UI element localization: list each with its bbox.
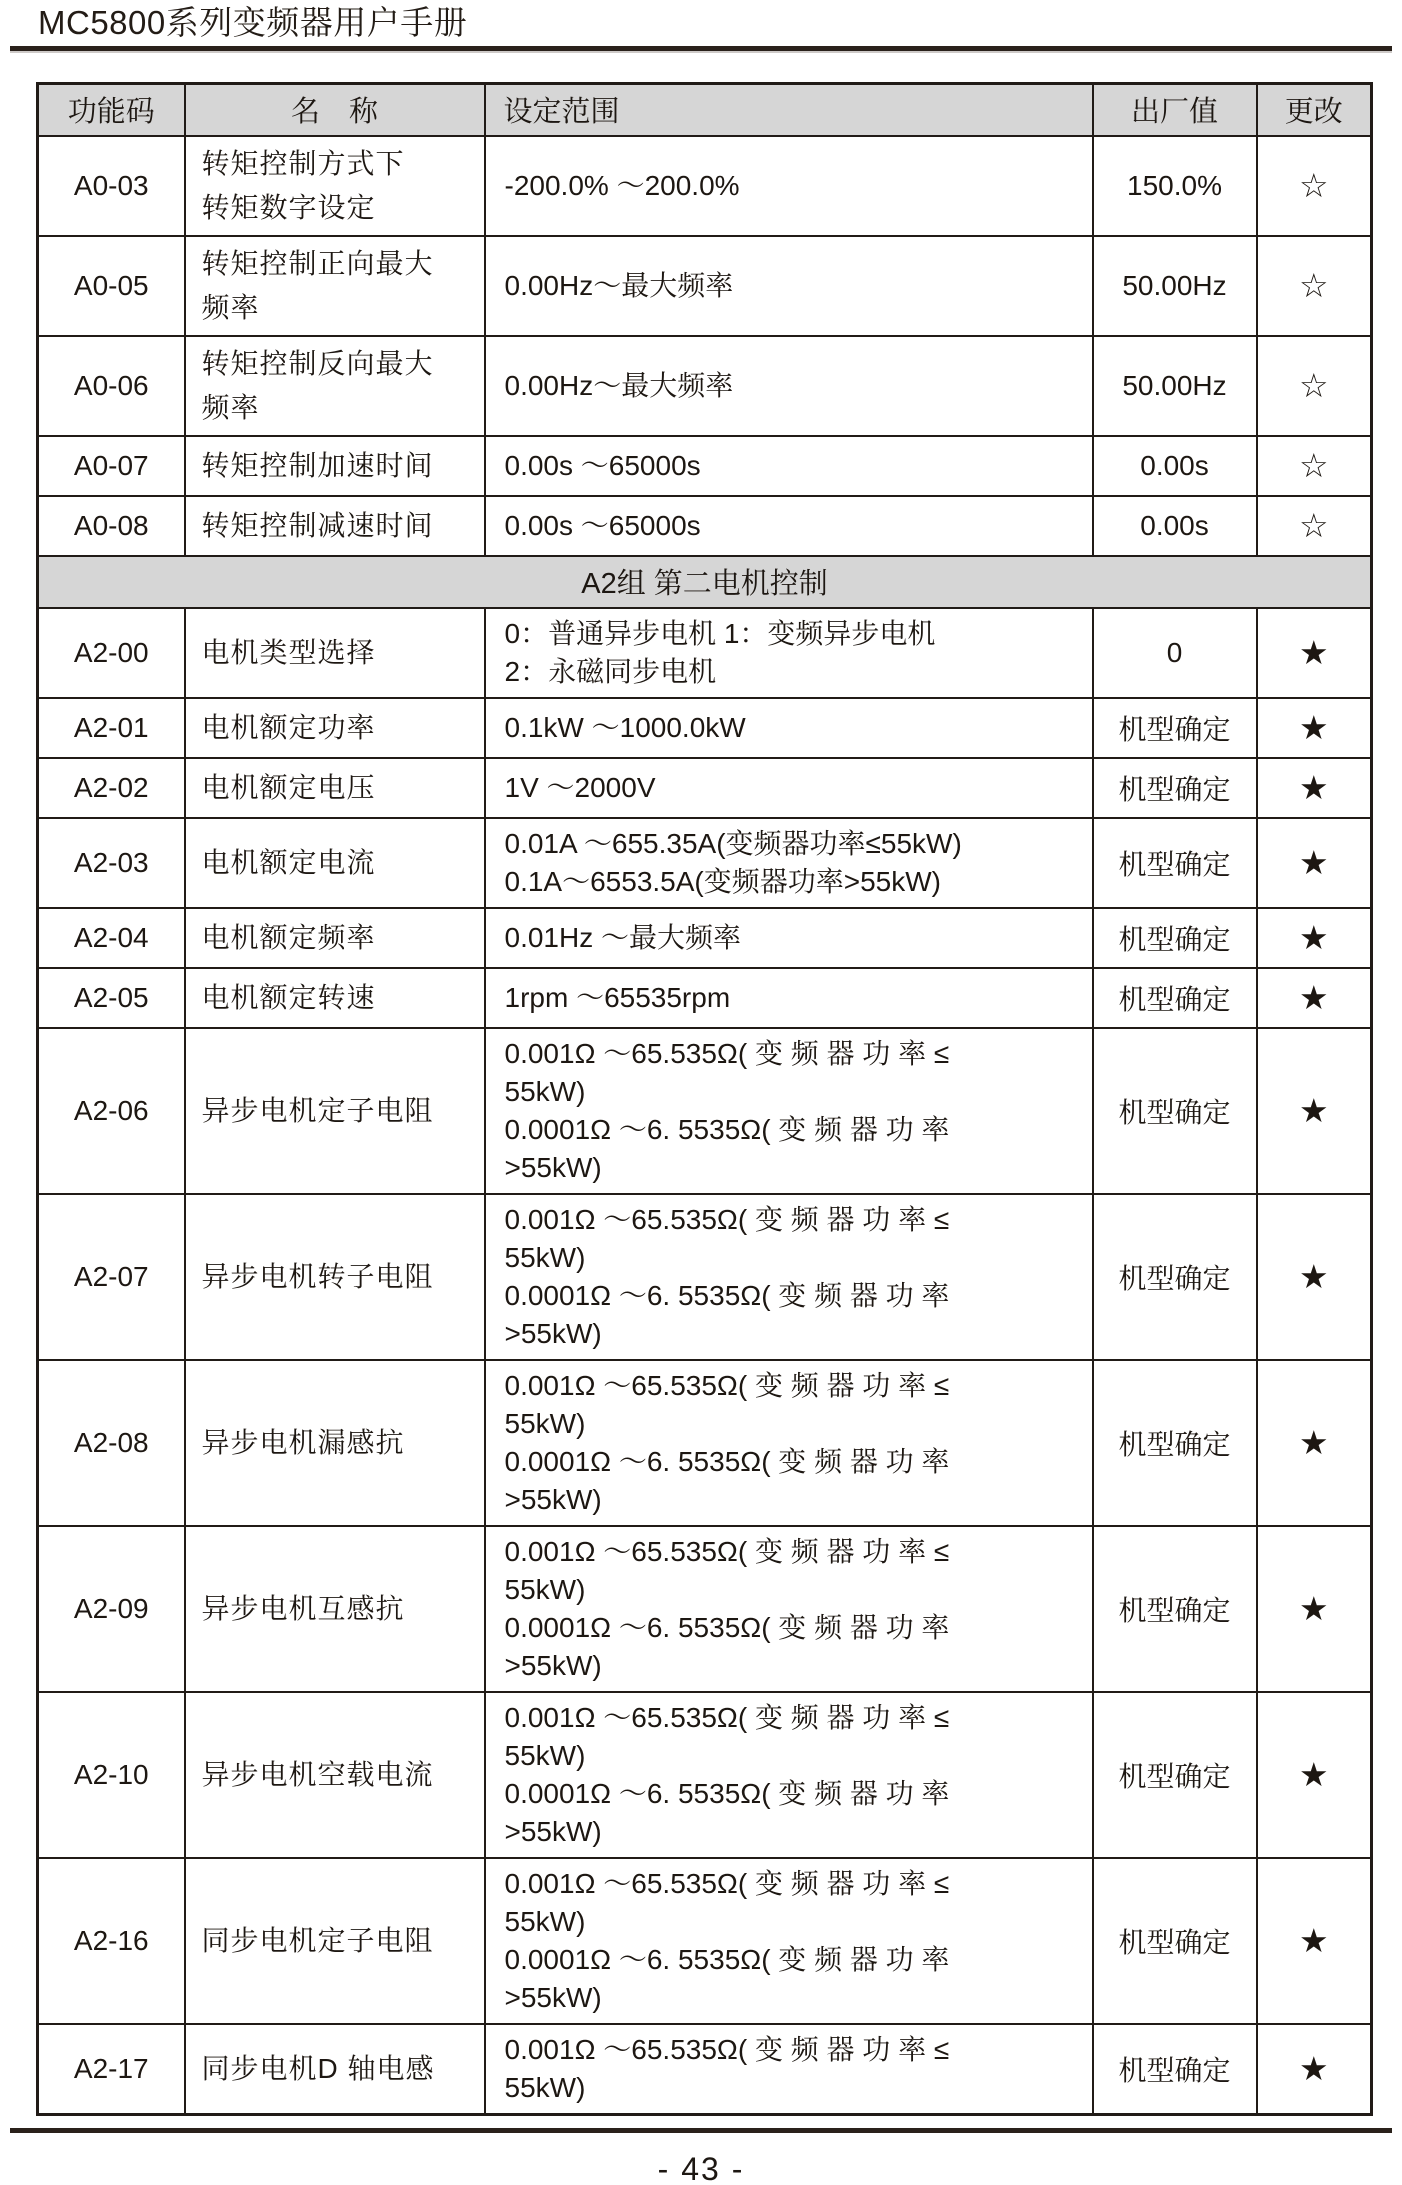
- change-flag-empty-star-icon: ☆: [1257, 496, 1372, 556]
- cell-param-name: [185, 436, 485, 496]
- cell-setting-range: [485, 608, 1093, 698]
- change-flag-filled-star-icon: ★: [1257, 1692, 1372, 1858]
- change-flag-filled-star-icon: ★: [1257, 1858, 1372, 2024]
- cell-factory-default: 0.00s: [1093, 496, 1257, 556]
- cell-function-code: A2-06: [38, 1028, 185, 1194]
- group-section-row: [38, 556, 1372, 608]
- cell-function-code: A0-06: [38, 336, 185, 436]
- cell-function-code: A2-00: [38, 608, 185, 698]
- setting-range-line: >55kW): [504, 1815, 602, 1847]
- change-flag-filled-star-icon: ★: [1257, 1360, 1372, 1526]
- table-row: [38, 698, 1372, 758]
- setting-range-line: 0.1kW ～1000.0kW: [504, 711, 746, 743]
- cell-function-code: A2-09: [38, 1526, 185, 1692]
- cell-function-code: A2-04: [38, 908, 185, 968]
- table-row: [38, 436, 1372, 496]
- setting-range-line: 0.001Ω ～65.535Ω( 变 频 器 功 率 ≤: [504, 1369, 950, 1401]
- table-row: [38, 1692, 1372, 1858]
- cell-setting-range: [485, 1526, 1093, 1692]
- setting-range-line: 0.00s ～65000s: [504, 509, 701, 541]
- change-flag-filled-star-icon: ★: [1257, 608, 1372, 698]
- table-row: [38, 1858, 1372, 2024]
- cell-setting-range: [485, 436, 1093, 496]
- cell-setting-range: [485, 908, 1093, 968]
- cell-param-name: [185, 1526, 485, 1692]
- table-row: [38, 236, 1372, 336]
- change-flag-filled-star-icon: ★: [1257, 818, 1372, 908]
- cell-param-name: [185, 968, 485, 1028]
- cell-setting-range: [485, 758, 1093, 818]
- cell-setting-range: [485, 496, 1093, 556]
- setting-range-line: 55kW): [504, 1739, 586, 1771]
- document-header: [0, 0, 1402, 51]
- param-name-line: 异步电机漏感抗: [201, 1426, 405, 1458]
- cell-param-name: [185, 136, 485, 236]
- param-name-line: 异步电机空载电流: [201, 1758, 434, 1790]
- setting-range-line: 0.001Ω ～65.535Ω( 变 频 器 功 率 ≤: [504, 1535, 950, 1567]
- column-header-name: 名 称: [185, 84, 485, 136]
- param-name-line: 电机额定频率: [201, 921, 376, 953]
- cell-factory-default: 0.00s: [1093, 436, 1257, 496]
- document-footer: [0, 2128, 1402, 2185]
- cell-factory-default: 机型确定: [1093, 818, 1257, 908]
- setting-range-line: 0.0001Ω ～6. 5535Ω( 变 频 器 功 率: [504, 1279, 950, 1311]
- setting-range-line: 0.001Ω ～65.535Ω( 变 频 器 功 率 ≤: [504, 1203, 950, 1235]
- setting-range-line: 1V ～2000V: [504, 771, 656, 803]
- setting-range-line: 55kW): [504, 1241, 586, 1273]
- setting-range-line: 2：永磁同步电机: [504, 655, 717, 687]
- cell-factory-default: 50.00Hz: [1093, 336, 1257, 436]
- table-row: [38, 336, 1372, 436]
- setting-range-line: >55kW): [504, 1483, 602, 1515]
- setting-range-line: 0.0001Ω ～6. 5535Ω( 变 频 器 功 率: [504, 1777, 950, 1809]
- setting-range-line: >55kW): [504, 1317, 602, 1349]
- cell-function-code: A0-08: [38, 496, 185, 556]
- cell-param-name: [185, 496, 485, 556]
- cell-setting-range: [485, 698, 1093, 758]
- param-name-line: 异步电机转子电阻: [201, 1260, 434, 1292]
- cell-factory-default: 机型确定: [1093, 1858, 1257, 2024]
- param-name-line: 同步电机D 轴电感: [201, 2052, 435, 2084]
- setting-range-line: 55kW): [504, 1075, 586, 1107]
- cell-function-code: A2-10: [38, 1692, 185, 1858]
- cell-param-name: [185, 1028, 485, 1194]
- change-flag-filled-star-icon: ★: [1257, 908, 1372, 968]
- param-name-line: 电机类型选择: [201, 636, 376, 668]
- cell-param-name: [185, 758, 485, 818]
- table-row: [38, 1360, 1372, 1526]
- cell-setting-range: [485, 2024, 1093, 2115]
- param-name-line: 异步电机互感抗: [201, 1592, 405, 1624]
- table-row: [38, 818, 1372, 908]
- cell-function-code: A2-07: [38, 1194, 185, 1360]
- param-name-line: 转矩控制方式下: [201, 147, 405, 179]
- setting-range-line: 55kW): [504, 1407, 586, 1439]
- cell-factory-default: 机型确定: [1093, 1028, 1257, 1194]
- cell-setting-range: [485, 1028, 1093, 1194]
- cell-setting-range: [485, 336, 1093, 436]
- cell-factory-default: 机型确定: [1093, 758, 1257, 818]
- cell-function-code: A0-07: [38, 436, 185, 496]
- cell-factory-default: 机型确定: [1093, 1526, 1257, 1692]
- cell-param-name: [185, 908, 485, 968]
- setting-range-line: -200.0% ～200.0%: [504, 169, 740, 201]
- setting-range-line: 0：普通异步电机 1：变频异步电机: [504, 617, 936, 649]
- cell-param-name: [185, 818, 485, 908]
- cell-factory-default: 机型确定: [1093, 2024, 1257, 2115]
- cell-setting-range: [485, 818, 1093, 908]
- table-row: [38, 1028, 1372, 1194]
- cell-setting-range: [485, 1858, 1093, 2024]
- setting-range-line: 55kW): [504, 1573, 586, 1605]
- setting-range-line: 0.0001Ω ～6. 5535Ω( 变 频 器 功 率: [504, 1943, 950, 1975]
- param-table-body: [38, 136, 1372, 2115]
- change-flag-empty-star-icon: ☆: [1257, 336, 1372, 436]
- cell-function-code: A2-02: [38, 758, 185, 818]
- param-name-line: 频率: [201, 391, 260, 423]
- cell-setting-range: [485, 1360, 1093, 1526]
- cell-param-name: [185, 1194, 485, 1360]
- table-row: [38, 968, 1372, 1028]
- setting-range-line: 0.01A ～655.35A(变频器功率≤55kW): [504, 827, 962, 859]
- cell-factory-default: 机型确定: [1093, 908, 1257, 968]
- param-name-line: 转矩数字设定: [201, 191, 376, 223]
- param-name-line: 电机额定转速: [201, 981, 376, 1013]
- change-flag-filled-star-icon: ★: [1257, 1194, 1372, 1360]
- column-header-function-code: 功能码: [38, 84, 185, 136]
- page-title: MC5800系列变频器用户手册: [38, 4, 468, 41]
- cell-factory-default: 机型确定: [1093, 1692, 1257, 1858]
- cell-factory-default: 机型确定: [1093, 1194, 1257, 1360]
- table-row: [38, 2024, 1372, 2115]
- cell-param-name: [185, 2024, 485, 2115]
- cell-factory-default: 0: [1093, 608, 1257, 698]
- setting-range-line: 0.0001Ω ～6. 5535Ω( 变 频 器 功 率: [504, 1113, 950, 1145]
- table-header: [38, 84, 1372, 136]
- change-flag-filled-star-icon: ★: [1257, 968, 1372, 1028]
- table-row: [38, 908, 1372, 968]
- table-row: [38, 1526, 1372, 1692]
- column-header-factory-default: 出厂值: [1093, 84, 1257, 136]
- footer-rule: [10, 2128, 1392, 2133]
- param-name-line: 频率: [201, 291, 260, 323]
- page-number: - 43 -: [657, 2151, 745, 2185]
- change-flag-empty-star-icon: ☆: [1257, 136, 1372, 236]
- param-name-line: 转矩控制加速时间: [201, 449, 434, 481]
- setting-range-line: 0.0001Ω ～6. 5535Ω( 变 频 器 功 率: [504, 1611, 950, 1643]
- change-flag-empty-star-icon: ☆: [1257, 236, 1372, 336]
- parameter-table: [36, 82, 1373, 2116]
- table-row: [38, 496, 1372, 556]
- change-flag-filled-star-icon: ★: [1257, 1526, 1372, 1692]
- setting-range-line: >55kW): [504, 1649, 602, 1681]
- param-name-line: 电机额定电流: [201, 846, 376, 878]
- cell-factory-default: 150.0%: [1093, 136, 1257, 236]
- setting-range-line: 55kW): [504, 1905, 586, 1937]
- cell-factory-default: 50.00Hz: [1093, 236, 1257, 336]
- cell-param-name: [185, 336, 485, 436]
- column-header-change-flag: 更改: [1257, 84, 1372, 136]
- change-flag-filled-star-icon: ★: [1257, 2024, 1372, 2115]
- table-row: [38, 758, 1372, 818]
- setting-range-line: 0.00Hz～最大频率: [504, 269, 734, 301]
- cell-param-name: [185, 1360, 485, 1526]
- cell-factory-default: 机型确定: [1093, 968, 1257, 1028]
- cell-function-code: A0-03: [38, 136, 185, 236]
- cell-function-code: A2-08: [38, 1360, 185, 1526]
- setting-range-line: 0.1A～6553.5A(变频器功率>55kW): [504, 865, 941, 897]
- param-name-line: 转矩控制反向最大: [201, 347, 434, 379]
- cell-factory-default: 机型确定: [1093, 1360, 1257, 1526]
- cell-function-code: A2-16: [38, 1858, 185, 2024]
- change-flag-filled-star-icon: ★: [1257, 698, 1372, 758]
- table-row: [38, 136, 1372, 236]
- title-rule: [10, 46, 1392, 51]
- param-name-line: 同步电机定子电阻: [201, 1924, 434, 1956]
- param-name-line: 转矩控制减速时间: [201, 509, 434, 541]
- table-row: [38, 608, 1372, 698]
- setting-range-line: 0.001Ω ～65.535Ω( 变 频 器 功 率 ≤: [504, 2033, 950, 2065]
- change-flag-filled-star-icon: ★: [1257, 1028, 1372, 1194]
- cell-param-name: [185, 608, 485, 698]
- cell-setting-range: [485, 1692, 1093, 1858]
- setting-range-line: 0.00s ～65000s: [504, 449, 701, 481]
- setting-range-line: 0.001Ω ～65.535Ω( 变 频 器 功 率 ≤: [504, 1701, 950, 1733]
- setting-range-line: 0.0001Ω ～6. 5535Ω( 变 频 器 功 率: [504, 1445, 950, 1477]
- setting-range-line: 55kW): [504, 2071, 586, 2103]
- cell-setting-range: [485, 236, 1093, 336]
- setting-range-line: 0.00Hz～最大频率: [504, 369, 734, 401]
- param-name-line: 电机额定功率: [201, 711, 376, 743]
- cell-function-code: A2-17: [38, 2024, 185, 2115]
- setting-range-line: >55kW): [504, 1151, 602, 1183]
- cell-param-name: [185, 236, 485, 336]
- cell-function-code: A0-05: [38, 236, 185, 336]
- change-flag-filled-star-icon: ★: [1257, 758, 1372, 818]
- param-name-line: 转矩控制正向最大: [201, 247, 434, 279]
- param-name-line: 电机额定电压: [201, 771, 376, 803]
- cell-setting-range: [485, 1194, 1093, 1360]
- cell-function-code: A2-05: [38, 968, 185, 1028]
- header-row: [38, 84, 1372, 136]
- document-body: [0, 82, 1402, 2116]
- setting-range-line: >55kW): [504, 1981, 602, 2013]
- cell-setting-range: [485, 968, 1093, 1028]
- param-name-line: 异步电机定子电阻: [201, 1094, 434, 1126]
- cell-param-name: [185, 1858, 485, 2024]
- setting-range-line: 0.001Ω ～65.535Ω( 变 频 器 功 率 ≤: [504, 1867, 950, 1899]
- cell-function-code: A2-01: [38, 698, 185, 758]
- table-row: [38, 1194, 1372, 1360]
- column-header-setting-range: 设定范围: [485, 84, 1093, 136]
- cell-param-name: [185, 1692, 485, 1858]
- setting-range-line: 0.01Hz ～最大频率: [504, 921, 741, 953]
- cell-factory-default: 机型确定: [1093, 698, 1257, 758]
- cell-setting-range: [485, 136, 1093, 236]
- setting-range-line: 0.001Ω ～65.535Ω( 变 频 器 功 率 ≤: [504, 1037, 950, 1069]
- setting-range-line: 1rpm ～65535rpm: [504, 981, 731, 1013]
- group-section-label: A2组 第二电机控制: [38, 556, 1372, 608]
- change-flag-empty-star-icon: ☆: [1257, 436, 1372, 496]
- cell-param-name: [185, 698, 485, 758]
- cell-function-code: A2-03: [38, 818, 185, 908]
